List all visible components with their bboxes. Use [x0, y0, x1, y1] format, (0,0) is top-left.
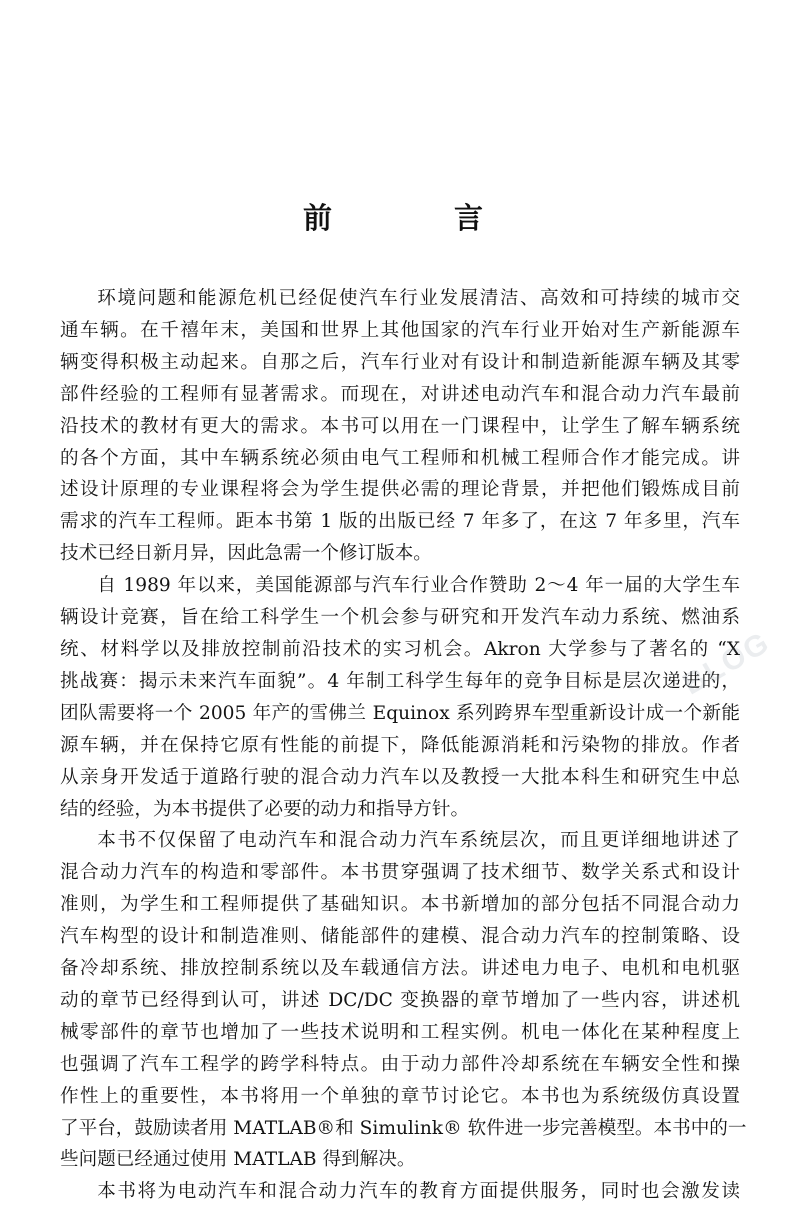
text-line: 统、材料学以及排放控制前沿技术的实习机会。Akron 大学参与了著名的 “X	[60, 638, 740, 660]
text-line: 源车辆，并在保持它原有性能的前提下，降低能源消耗和污染物的排放。作者	[60, 734, 740, 756]
watermark-mark: BLOG	[677, 625, 776, 702]
text-line: 技术已经日新月异，因此急需一个修订版本。	[60, 543, 432, 565]
paragraph-4	[60, 1176, 740, 1208]
text-line: 需求的汽车工程师。距本书第 1 版的出版已经 7 年多了，在这 7 年多里，汽车	[60, 511, 740, 533]
text-line: 本书不仅保留了电动汽车和混合动力汽车系统层次，而且更详细地讲述了	[97, 830, 740, 852]
text-line: 准则，为学生和工程师提供了基础知识。本书新增加的部分包括不同混合动力	[60, 894, 740, 916]
text-line: 了平台，鼓励读者用 MATLAB®和 Simulink® 软件进一步完善模型。本书中的一	[60, 1117, 747, 1139]
paragraph-2	[60, 570, 740, 825]
text-line: 也强调了汽车工程学的跨学科特点。由于动力部件冷却系统在车辆安全性和操	[60, 1053, 740, 1075]
text-line: 辆变得积极主动起来。自那之后，汽车行业对有设计和制造新能源车辆及其零	[60, 351, 740, 373]
text-line: 作性上的重要性，本书将用一个单独的章节讨论它。本书也为系统级仿真设置	[60, 1085, 740, 1107]
text-line: 本书将为电动汽车和混合动力汽车的教育方面提供服务，同时也会激发读	[97, 1181, 740, 1203]
preface-body	[60, 283, 747, 1208]
paragraph-1	[60, 283, 740, 570]
text-line: 的各个方面，其中车辆系统必须由电气工程师和机械工程师合作才能完成。讲	[60, 447, 740, 469]
text-line: 挑战赛：揭示未来汽车面貌”。4 年制工科学生每年的竞争目标是层次递进的，	[60, 670, 740, 692]
text-line: 结的经验，为本书提供了必要的动力和指导方针。	[60, 798, 470, 820]
text-line: 汽车构型的设计和制造准则、储能部件的建模、混合动力汽车的控制策略、设	[60, 926, 740, 948]
text-line: 沿技术的教材有更大的需求。本书可以用在一门课程中，让学生了解车辆系统	[60, 415, 740, 437]
text-line: 自 1989 年以来，美国能源部与汽车行业合作赞助 2～4 年一届的大学生车	[97, 575, 740, 597]
text-line: 述设计原理的专业课程将会为学生提供必需的理论背景，并把他们锻炼成目前	[60, 479, 740, 501]
paragraph-3	[60, 825, 747, 1176]
text-line: 备冷却系统、排放控制系统以及车载通信方法。讲述电力电子、电机和电机驱	[60, 958, 740, 980]
text-line: 通车辆。在千禧年末，美国和世界上其他国家的汽车行业开始对生产新能源车	[60, 319, 740, 341]
text-line: 部件经验的工程师有显著需求。而现在，对讲述电动汽车和混合动力汽车最前	[60, 383, 740, 405]
text-line: 从亲身开发适于道路行驶的混合动力汽车以及教授一大批本科生和研究生中总	[60, 766, 740, 788]
text-line: 些问题已经通过使用 MATLAB 得到解决。	[60, 1149, 416, 1171]
text-line: 械零部件的章节也增加了一些技术说明和工程实例。机电一体化在某种程度上	[60, 1021, 740, 1043]
text-line: 环境问题和能源危机已经促使汽车行业发展清洁、高效和可持续的城市交	[97, 288, 740, 309]
text-line: 混合动力汽车的构造和零部件。本书贯穿强调了技术细节、数学关系式和设计	[60, 862, 740, 884]
text-line: 辆设计竞赛，旨在给工科学生一个机会参与研究和开发汽车动力系统、燃油系	[60, 607, 740, 629]
text-line: 动的章节已经得到认可，讲述 DC/DC 变换器的章节增加了一些内容，讲述机	[60, 989, 740, 1011]
text-line: 团队需要将一个 2005 年产的雪佛兰 Equinox 系列跨界车型重新设计成一个新能	[60, 702, 740, 724]
page-title: 前 言	[302, 201, 540, 235]
